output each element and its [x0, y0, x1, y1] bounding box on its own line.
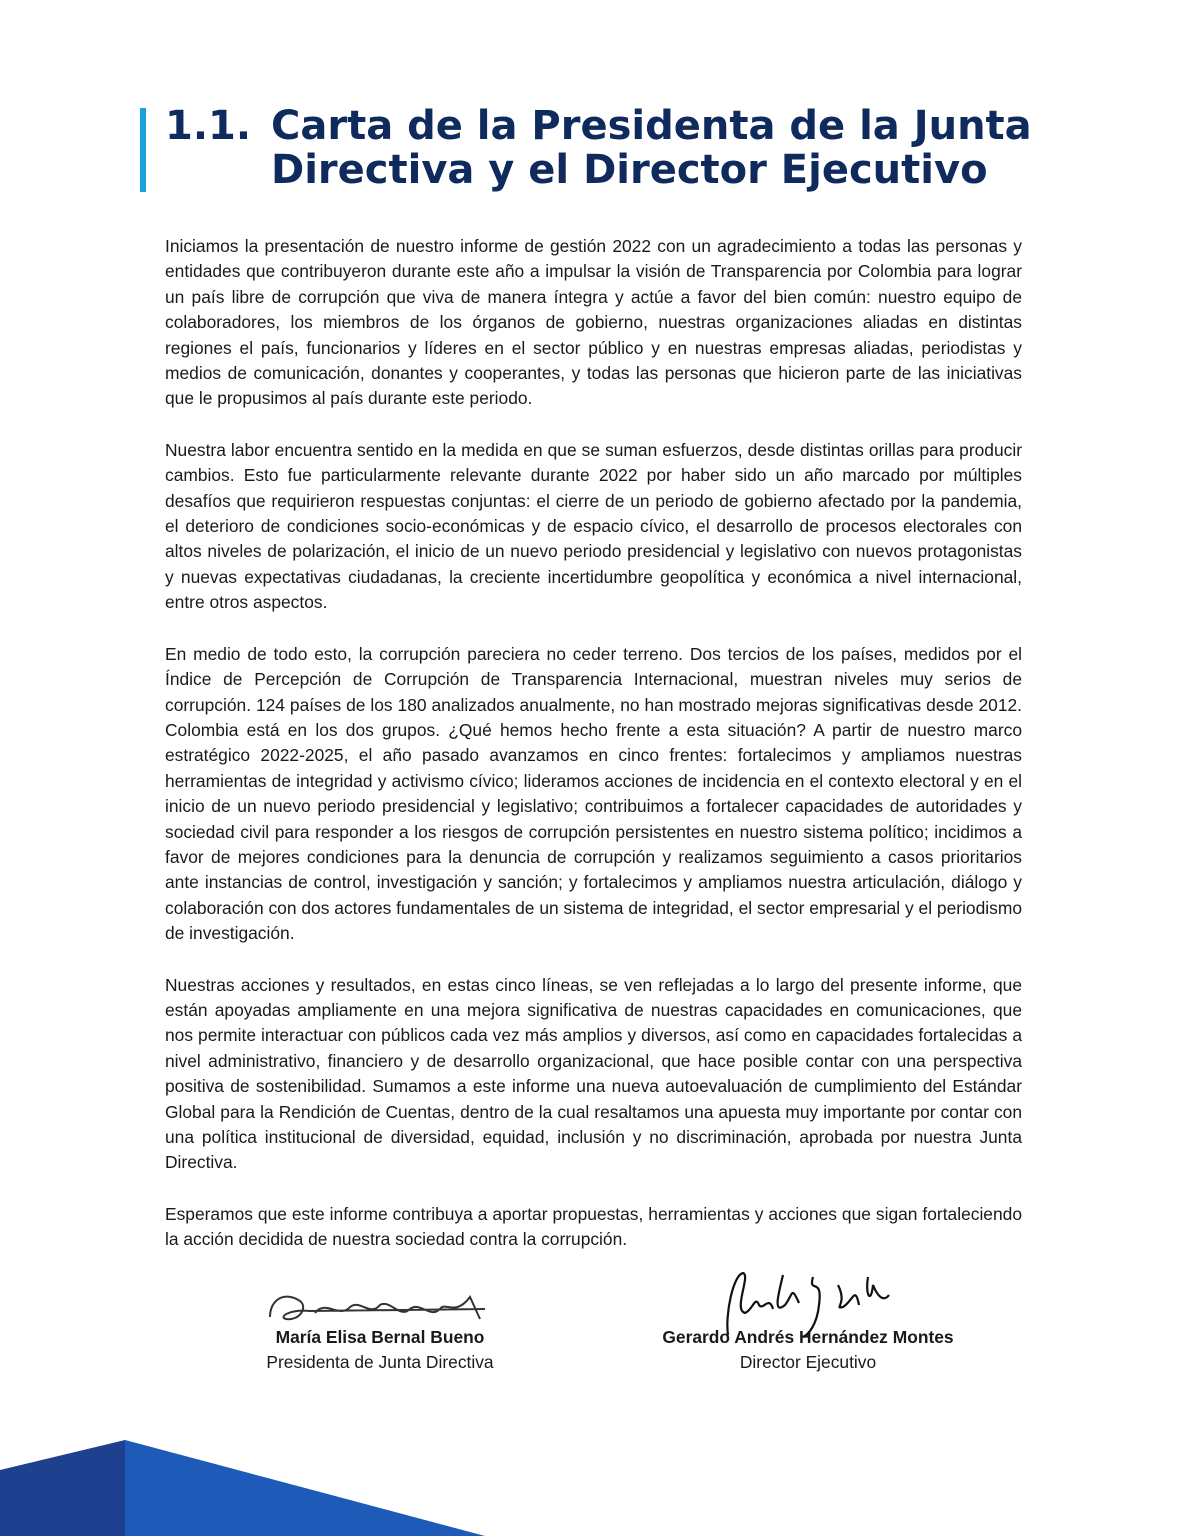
signature-block-president — [230, 1325, 530, 1375]
corner-shape-dark — [0, 1440, 125, 1536]
corner-decoration — [0, 1430, 500, 1536]
paragraph: Nuestra labor encuentra sentido en la medida en que se suman esfuerzos, desde distintas orillas para producir cambios. Esto fue particularmente relevante durante 2022 por haber sido un año marcado por múltiples desafíos que requirieron respuestas conjuntas: el cierre de un periodo de gobierno afectado por la pandemia, el deterioro de condiciones socio-económicas y de espacio cívico, el desarrollo de procesos electorales con altos niveles de polarización, el inicio de un nuevo periodo presidencial y legislativo con nuevos protagonistas y nuevas expectativas ciudadanas, la creciente incertidumbre geopolítica y económica a nivel internacional, entre otros aspectos. — [165, 439, 1022, 613]
signer-name: María Elisa Bernal Bueno — [275, 1327, 485, 1347]
signer-role: Director Ejecutivo — [739, 1352, 877, 1372]
section-number: 1.1. — [165, 103, 252, 149]
signature-president-icon — [230, 1279, 530, 1339]
heading-accent-bar — [140, 108, 146, 192]
paragraph: Iniciamos la presentación de nuestro informe de gestión 2022 con un agradecimiento a todas las personas y entidades que contribuyeron durante este año a impulsar la visión de Transparencia por Colombia para lograr un país libre de corrupción que viva de manera íntegra y actúe a favor del bien común: nuestro equipo de colaboradores, los miembros de los órganos de gobierno, nuestras organizaciones aliadas en distintas regiones el país, funcionarios y líderes en el sector público y en nuestras empresas aliadas, periodistas y medios de comunicación, donantes y cooperantes, y todas las personas que hicieron parte de las iniciativas que le propusimos al país durante este periodo. — [165, 236, 1022, 409]
paragraph: En medio de todo esto, la corrupción pareciera no ceder terreno. Dos tercios de los países, medidos por el Índice de Percepción de Corrupción de Transparencia Internacional, muestran niveles muy serios de corrupción. 124 países de los 180 analizados anualmente, no han mostrado mejoras significativas desde 2012. Colombia está en los dos grupos. ¿Qué hemos hecho frente a esta situación? A partir de nuestro marco estratégico 2022-2025, el año pasado avanzamos en cinco frentes: fortalecimos y ampliamos nuestras herramientas de integridad y activismo cívico; lideramos acciones de incidencia en el contexto electoral y en el inicio de un nuevo periodo presidencial y legislativo; contribuimos a fortalecer capacidades de autoridades y sociedad civil para responder a los riesgos de corrupción persistentes en nuestro sistema político; incidimos a favor de mejores condiciones para la denuncia de corrupción y realizamos seguimiento a casos prioritarios ante instancias de control, investigación y sanción; y fortalecimos y ampliamos nuestra articulación, diálogo y colaboración con dos actores fundamentales de un sistema de integridad, el sector empresarial y el periodismo de investigación. — [165, 643, 1022, 944]
paragraph: Esperamos que este informe contribuya a aportar propuestas, herramientas y acciones que sigan fortaleciendo la acción decidida de nuestra sociedad contra la corrupción. — [165, 1203, 1022, 1250]
paragraph: Nuestras acciones y resultados, en estas cinco líneas, se ven reflejadas a lo largo del presente informe, que están apoyadas ampliamente en una mejora significativa de nuestras capacidades en comunicaciones, que nos permite interactuar con públicos cada vez más amplios y diversos, así como en capacidades fortalecidas a nivel administrativo, financiero y de desarrollo organizacional, que hace posible contar con una perspectiva positiva de sostenibilidad. Sumamos a este informe una nueva autoevaluación de cumplimiento del Estándar Global para la Rendición de Cuentas, dentro de la cual resaltamos una apuesta muy importante por contar con una política institucional de diversidad, equidad, inclusión y no discriminación, aprobada por nuestra Junta Directiva. — [165, 974, 1022, 1173]
signer-name: Gerardo Andrés Hernández Montes — [662, 1327, 954, 1347]
signature-block-director — [633, 1325, 983, 1375]
section-title: Carta de la Presidenta de la Junta Directiva y el Director Ejecutivo — [271, 103, 1032, 193]
signer-role: Presidenta de Junta Directiva — [266, 1352, 494, 1372]
signature-director-icon — [633, 1265, 983, 1345]
corner-shape-light — [125, 1440, 485, 1536]
letter-body — [165, 234, 1022, 1279]
section-heading — [165, 104, 1065, 192]
